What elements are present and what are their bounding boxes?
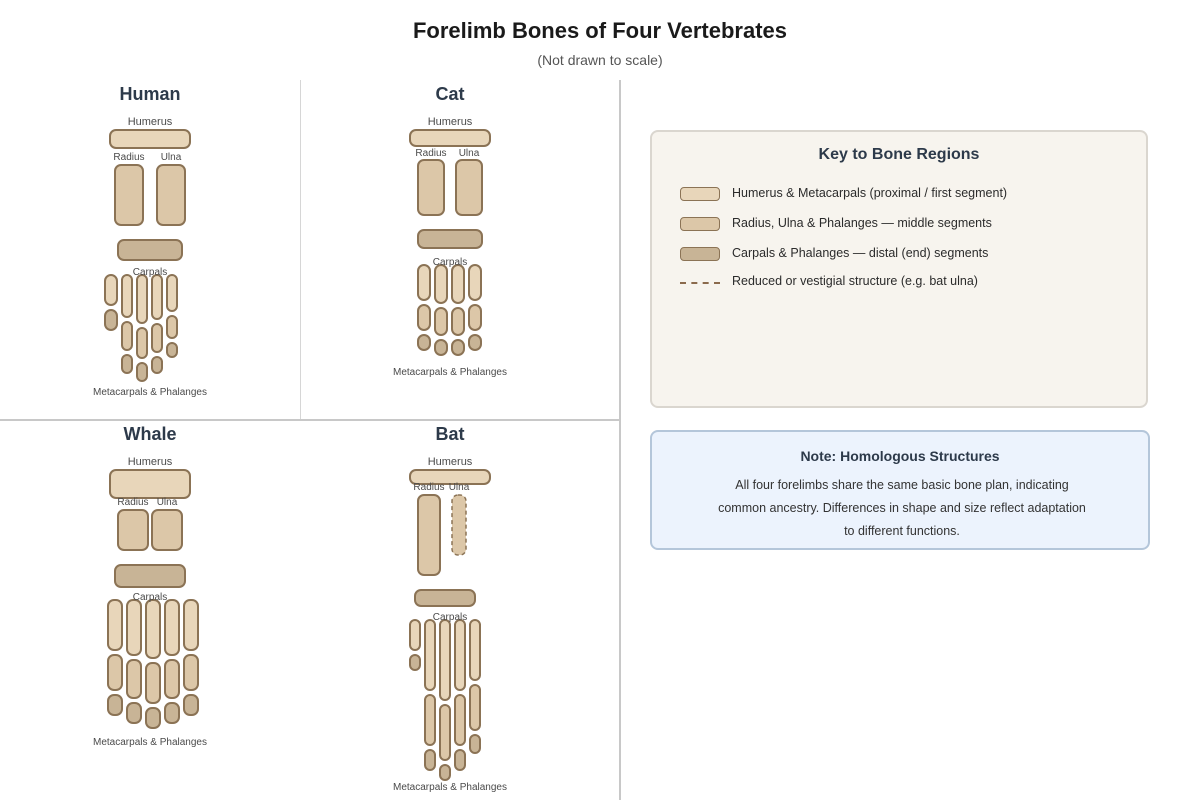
phalanx-distal-bone [469,335,481,350]
phalanx-middle-bone [470,685,480,730]
note-panel [650,430,1150,550]
phalanx-middle-bone [165,660,179,698]
humerus-label: Humerus [427,456,473,468]
phalanx-distal-bone [105,310,117,330]
phalanx-distal-bone [184,695,198,715]
phalanx-middle-bone [108,655,122,690]
metacarpal-bone [435,265,447,303]
ulna-bone [157,165,185,225]
radius-bone [418,160,444,215]
phalanx-distal-bone [167,343,177,357]
radius-label: Radius [113,152,145,163]
phalanx-middle-bone [122,322,132,350]
legend-dashed-line [680,282,720,284]
digits-label: Metacarpals & Phalanges [93,737,207,748]
legend-title: Key to Bone Regions [818,146,980,163]
page-title: Forelimb Bones of Four Vertebrates [412,18,788,43]
phalanx-middle-bone [418,305,430,330]
radius-label: Radius [117,497,149,508]
carpals-label: Carpals [432,257,468,268]
humerus-bone [410,130,490,146]
animal-name: Cat [435,84,465,104]
animal-name: Human [119,84,181,104]
note-text: All four forelimbs share the same basic bone plan, indicating common ancestry. Differences in shape and size reflect adaptation to different functions. [718,478,1086,538]
ulna-label: Ulna [458,148,480,159]
radius-bone [115,165,143,225]
metacarpal-bone [167,275,177,311]
phalanx-distal-bone [165,703,179,723]
metacarpal-bone [455,620,465,690]
phalanx-distal-bone [435,340,447,355]
digits-label: Metacarpals & Phalanges [393,782,507,793]
humerus-label: Humerus [127,456,173,468]
phalanx-middle-bone [152,324,162,352]
legend-item-distal [680,245,1120,265]
metacarpal-bone [184,600,198,650]
phalanx-middle-bone [127,660,141,698]
bat-forelimb [393,424,507,793]
phalanx-middle-bone [452,308,464,335]
metacarpal-bone [105,275,117,305]
whale-forelimb [93,424,207,748]
legend-label: Carpals & Phalanges — distal (end) segments [732,246,989,260]
legend-swatch-middle [680,217,720,231]
phalanx-middle-bone [455,695,465,745]
legend-item-proximal [680,185,1120,205]
legend-label: Humerus & Metacarpals (proximal / first segment) [732,186,1008,200]
carpals-label: Carpals [432,612,468,623]
phalanx-middle-bone [440,705,450,760]
phalanx-middle-bone [137,328,147,358]
phalanx-middle-bone [425,695,435,745]
metacarpal-bone [122,275,132,317]
phalanx-distal-bone [152,357,162,373]
metacarpal-bone [152,275,162,319]
carpals-bone [118,240,182,260]
metacarpal-bone [452,265,464,303]
legend-item-middle [680,215,1120,235]
legend-swatch-proximal [680,187,720,201]
humerus-label: Humerus [127,116,173,128]
carpals-bone [115,565,185,587]
radius-label: Radius [413,482,445,493]
phalanx-distal-bone [122,355,132,373]
ulna-label: Ulna [448,482,470,493]
legend-item-vestigial [680,273,1120,293]
carpals-label: Carpals [132,592,168,603]
radius-label: Radius [415,148,447,159]
phalanx-middle-bone [167,316,177,338]
digits-label: Metacarpals & Phalanges [393,367,507,378]
metacarpal-bone [470,620,480,680]
metacarpal-bone [127,600,141,655]
legend-label: Reduced or vestigial structure (e.g. bat ulna) [732,274,978,288]
vestigial-ulna-bone [452,495,466,555]
phalanx-distal-bone [108,695,122,715]
radius-bone [118,510,148,550]
animal-name: Whale [123,424,177,444]
phalanx-distal-bone [470,735,480,753]
carpals-bone [418,230,482,248]
ulna-label: Ulna [156,497,178,508]
phalanx-middle-bone [435,308,447,335]
metacarpal-bone [440,620,450,700]
legend-swatch-distal [680,247,720,261]
phalanx-middle-bone [146,663,160,703]
legend-label: Radius, Ulna & Phalanges — middle segments [732,216,992,230]
legend-panel [650,130,1148,408]
metacarpal-bone [410,620,420,650]
phalanx-distal-bone [137,363,147,381]
metacarpal-bone [418,265,430,300]
phalanx-distal-bone [452,340,464,355]
cat-forelimb [393,84,507,378]
humerus-bone [110,470,190,498]
phalanx-middle-bone [184,655,198,690]
metacarpal-bone [137,275,147,323]
phalanx-distal-bone [440,765,450,780]
ulna-label: Ulna [160,152,182,163]
phalanx-distal-bone [425,750,435,770]
animal-name: Bat [435,424,465,444]
phalanx-distal-bone [418,335,430,350]
metacarpal-bone [469,265,481,300]
phalanx-distal-bone [127,703,141,723]
digits-label: Metacarpals & Phalanges [93,387,207,398]
metacarpal-bone [108,600,122,650]
metacarpal-bone [165,600,179,655]
humerus-label: Humerus [427,116,473,128]
phalanx-distal-bone [146,708,160,728]
ulna-bone [456,160,482,215]
phalanx-distal-bone [455,750,465,770]
page-subtitle: (Not drawn to scale) [537,52,663,68]
metacarpal-bone [425,620,435,690]
metacarpal-bone [146,600,160,658]
carpals-label: Carpals [132,267,168,278]
radius-bone [418,495,440,575]
note-title: Note: Homologous Structures [800,448,1000,464]
carpals-bone [415,590,475,606]
human-forelimb [93,84,207,398]
phalanx-distal-bone [410,655,420,670]
ulna-bone [152,510,182,550]
humerus-bone [110,130,190,148]
phalanx-middle-bone [469,305,481,330]
